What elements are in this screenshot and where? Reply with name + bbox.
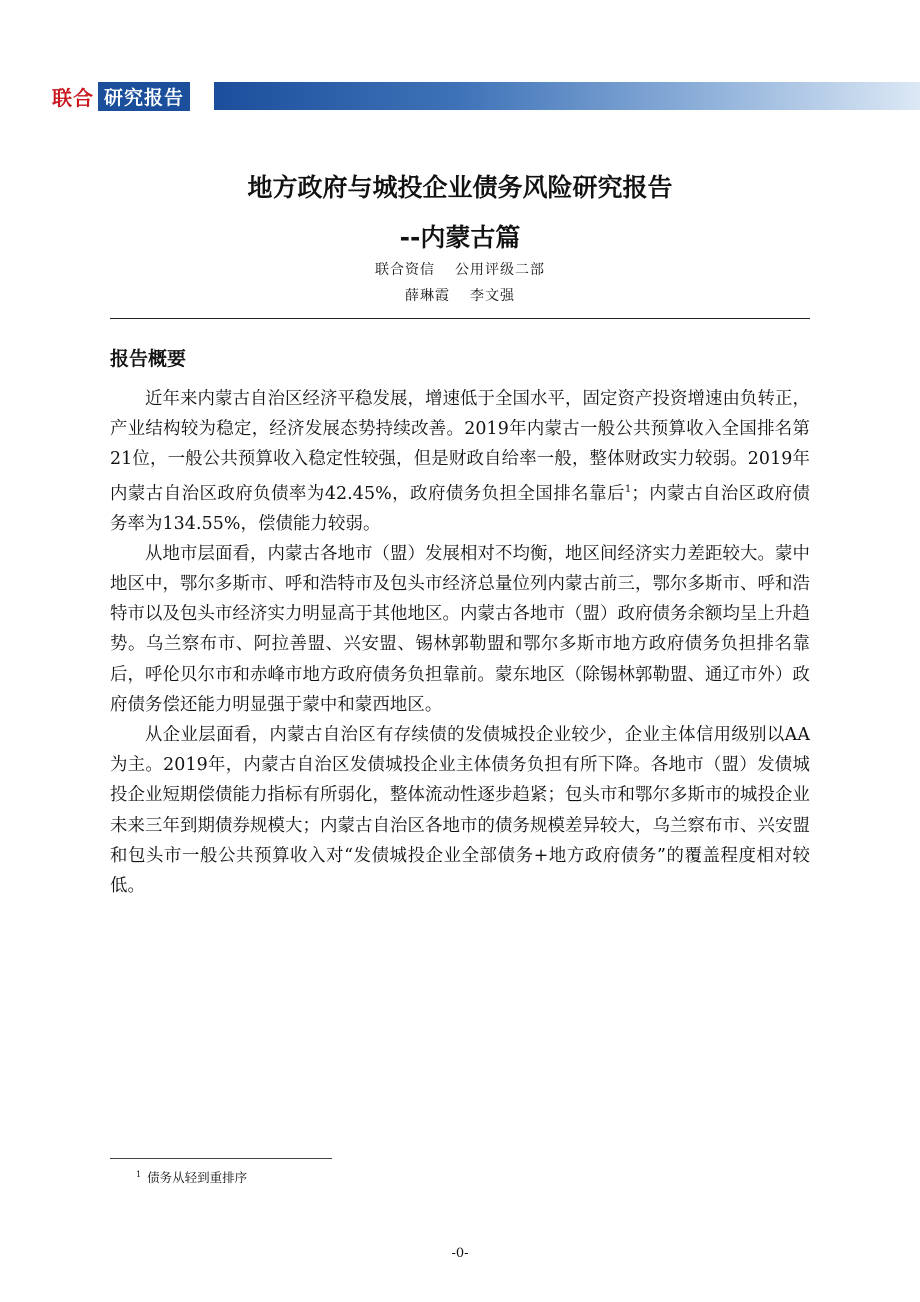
footnote-divider [110, 1158, 332, 1159]
byline-authors [0, 285, 920, 305]
author-name: 李文强 [470, 288, 515, 304]
brand-blue-text: 研究报告 [98, 82, 190, 111]
paragraph: 从地市层面看，内蒙古各地市（盟）发展相对不均衡，地区间经济实力差距较大。蒙中地区中，鄂尔多斯市、呼和浩特市及包头市经济总量位列内蒙古前三，鄂尔多斯市、呼和浩特市以及包头市经济实力明显高于其他地区。内蒙古各地市（盟）政府债务余额均呈上升趋势。乌兰察布市、阿拉善盟、兴安盟、锡林郭勒盟和鄂尔多斯市地方政府债务负担排名靠后，呼伦贝尔市和赤峰市地方政府债务负担靠前。蒙东地区（除锡林郭勒盟、通辽市外）政府债务偿还能力明显强于蒙中和蒙西地区。 [110, 543, 810, 715]
footnote-marker: 1 [136, 1169, 142, 1179]
footnote-ref[interactable]: 1 [624, 483, 632, 495]
report-subtitle: --内蒙古篇 [399, 223, 521, 252]
title-divider [110, 318, 810, 319]
summary-body [110, 384, 810, 901]
paragraph [110, 384, 810, 539]
report-header-bar [0, 82, 920, 110]
byline-org [0, 259, 920, 279]
paragraph-text: 近年来内蒙古自治区经济平稳发展，增速低于全国水平，固定资产投资增速由负转正，产业结构较为稳定，经济发展态势持续改善。2019年内蒙古一般公共预算收入全国排名第21位，一般公共预算收入稳定性较强，但是财政自给率一般，整体财政实力较弱。2019年内蒙古自治区政府负债率为42.45%，政府债务负担全国排名靠后 [110, 389, 810, 504]
author-name: 薛琳霞 [405, 288, 450, 304]
brand-red-text: 联合 [52, 85, 94, 110]
header-gradient-band [214, 82, 920, 110]
footnote-text: 债务从轻到重排序 [147, 1170, 248, 1185]
section-heading: 报告概要 [110, 348, 187, 370]
paragraph-text: ；内蒙古自治区政府债务率为134.55%，偿债能力较弱。 [110, 483, 810, 534]
brand-logo [52, 82, 190, 110]
dept-name: 公用评级二部 [455, 262, 545, 278]
report-title: 地方政府与城投企业债务风险研究报告 [247, 173, 673, 202]
footnote [136, 1168, 247, 1186]
paragraph: 从企业层面看，内蒙古自治区有存续债的发债城投企业较少，企业主体信用级别以AA为主。2019年，内蒙古自治区发债城投企业主体债务负担有所下降。各地市（盟）发债城投企业短期偿债能力指标有所弱化，整体流动性逐步趋紧；包头市和鄂尔多斯市的城投企业未来三年到期债券规模大；内蒙古自治区各地市的债务规模差异较大，乌兰察布市、兴安盟和包头市一般公共预算收入对“发债城投企业全部债务+地方政府债务”的覆盖程度相对较低。 [110, 725, 810, 897]
org-name: 联合资信 [375, 262, 435, 278]
page-number: -0- [451, 1246, 469, 1261]
